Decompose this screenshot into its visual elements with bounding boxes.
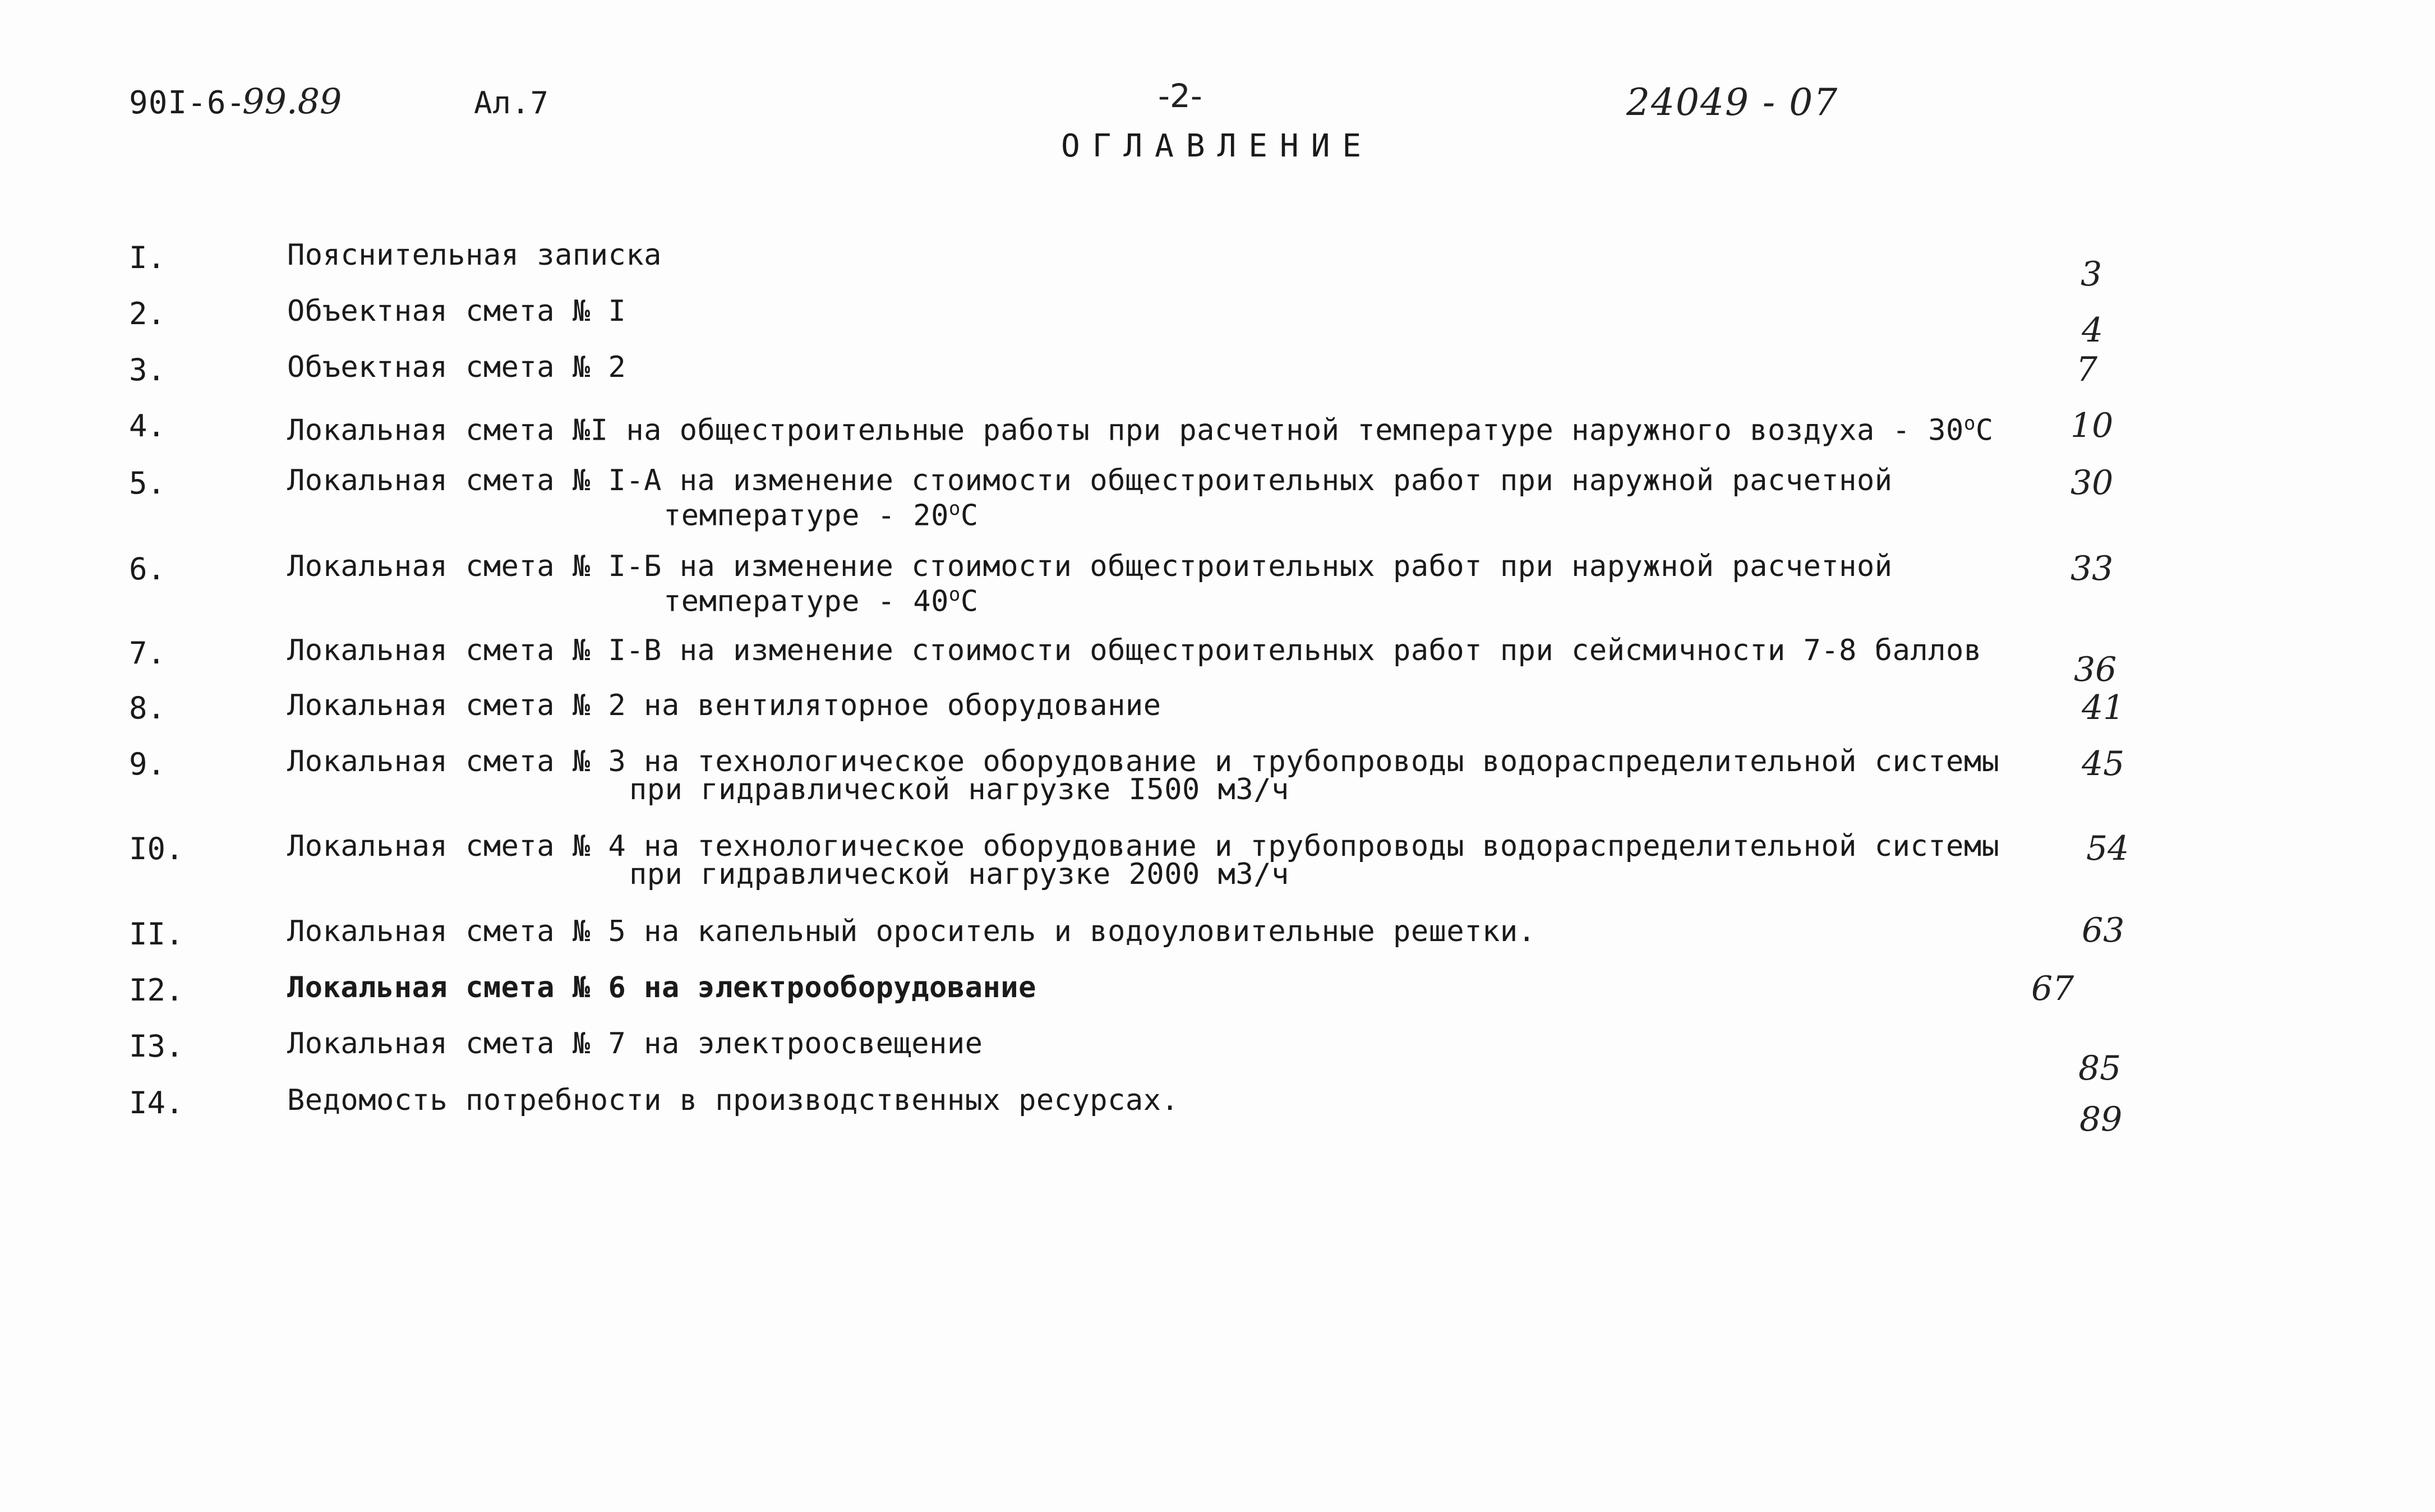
entry-text (287, 464, 1893, 497)
entry-page-number: 89 (2079, 1100, 2123, 1139)
entry-number: I. (129, 240, 166, 275)
entry-page-number: 67 (2031, 969, 2074, 1008)
degree-superscript: о (1963, 412, 1976, 435)
entry-number: 8. (129, 690, 166, 726)
entry-page-number: 7 (2076, 350, 2098, 389)
entry-number: 4. (129, 408, 166, 444)
entry-number: 9. (129, 746, 166, 782)
entry-number: I2. (129, 972, 184, 1008)
entry-text (287, 351, 626, 384)
entry-number: I3. (129, 1029, 184, 1064)
page-title: ОГЛАВЛЕНИЕ (1061, 128, 1374, 164)
entry-page-number: 36 (2074, 650, 2117, 689)
entry-text (287, 971, 1036, 1004)
entry-continuation: при гидравлической нагрузке I500 м3/ч (629, 773, 1289, 806)
entry-page-number: 63 (2082, 911, 2125, 950)
entry-page-number: 3 (2081, 255, 2102, 294)
entry-title: Локальная смета № 6 на электрооборудование (287, 971, 1036, 1004)
unit-suffix: С (960, 584, 979, 619)
entry-title: Локальная смета № I-В на изменение стоимости общестроительных работ при сейсмичности 7-8 баллов (287, 634, 1982, 667)
series-handwritten: 99.89 (242, 81, 342, 122)
entry-number: II. (129, 916, 184, 952)
entry-number: 7. (129, 635, 166, 671)
entry-text (287, 745, 2000, 778)
entry-title: Локальная смета № 2 на вентиляторное оборудование (287, 689, 1161, 722)
entry-title: Локальная смета № I-Б на изменение стоимости общестроительных работ при наружной расчетной (287, 550, 1893, 583)
entry-title: Локальная смета № 7 на электроосвещение (287, 1027, 983, 1061)
entry-number: 5. (129, 465, 166, 501)
entry-title: Объектная смета № I (287, 294, 626, 328)
entry-continuation: температуре - $20^оС$ (663, 497, 979, 533)
album-label: Ал.7 (474, 85, 550, 121)
entry-text (287, 1084, 1179, 1117)
entry-text (287, 915, 1536, 948)
entry-title: Локальная смета № 5 на капельный ороситель и водоуловительные решетки. (287, 915, 1536, 948)
entry-page-number: 45 (2082, 744, 2125, 783)
degree-superscript: о (948, 497, 961, 520)
series-prefix: 90I-6- (129, 85, 246, 121)
entry-continuation: при гидравлической нагрузке 2000 м3/ч (629, 858, 1289, 891)
entry-page-number: 41 (2082, 688, 2125, 727)
entry-title: Локальная смета №I на общестроительные работы при расчетной температуре наружного воздуха - 30 (287, 413, 1964, 448)
entry-number: 6. (129, 551, 166, 587)
entry-text (287, 829, 2000, 863)
entry-title: Ведомость потребности в производственных ресурсах. (287, 1084, 1179, 1117)
entry-title: Пояснительная записка (287, 238, 662, 272)
entry-text (287, 550, 1893, 583)
entry-number: I0. (129, 831, 184, 866)
entry-number: I4. (129, 1085, 184, 1121)
entry-page-number: 30 (2070, 463, 2114, 503)
entry-page-number: 85 (2078, 1049, 2122, 1088)
entry-text (287, 1027, 983, 1061)
entry-page-number: 4 (2082, 311, 2104, 350)
entry-number: 3. (129, 352, 166, 388)
entry-text (287, 238, 662, 272)
entry-text (287, 294, 626, 328)
entry-text (287, 409, 1994, 448)
entry-continuation: температуре - $40^оС$ (663, 583, 979, 619)
entry-title: Локальная смета № I-А на изменение стоимости общестроительных работ при наружной расчетной (287, 464, 1893, 497)
degree-superscript: о (948, 583, 961, 606)
entry-text (287, 634, 1982, 667)
entry-number: 2. (129, 296, 166, 331)
document-number: 24049 - 07 (1626, 81, 1839, 124)
entry-text (287, 689, 1161, 722)
entry-page-number: 33 (2070, 549, 2114, 588)
unit-suffix: С (1975, 413, 1994, 448)
page-number: -2- (1158, 77, 1202, 115)
entry-title: Локальная смета № 3 на технологическое оборудование и трубопроводы водораспределительной системы (287, 745, 2000, 778)
entry-page-number: 54 (2086, 829, 2129, 868)
entry-title: Локальная смета № 4 на технологическое оборудование и трубопроводы водораспределительной системы (287, 829, 2000, 863)
entry-title: Объектная смета № 2 (287, 351, 626, 384)
unit-suffix: С (960, 499, 979, 533)
entry-page-number: 10 (2070, 406, 2114, 445)
